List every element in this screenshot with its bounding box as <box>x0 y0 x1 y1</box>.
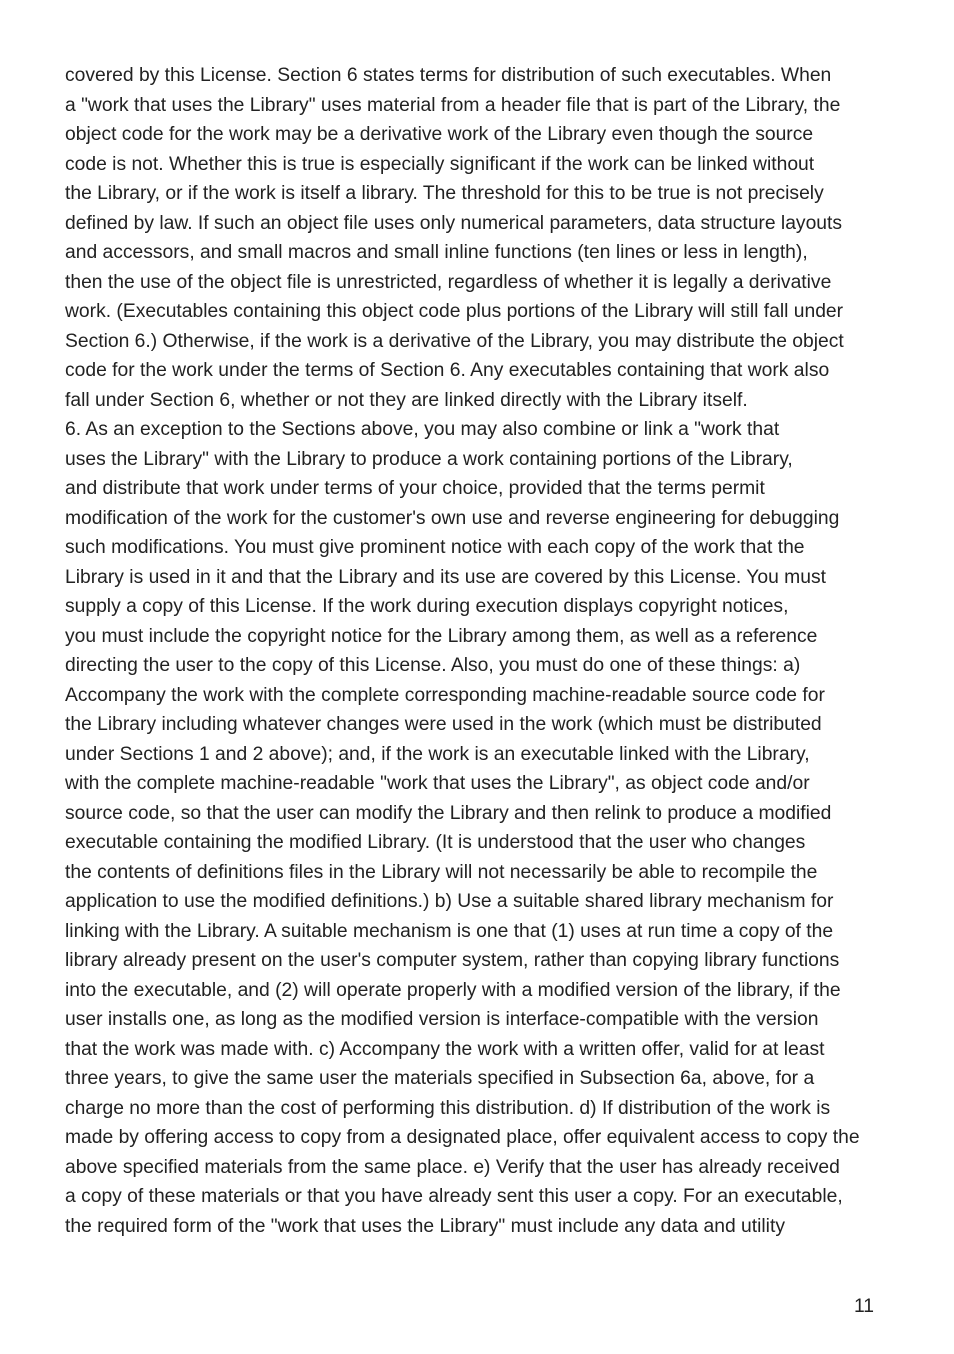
text-line: supply a copy of this License. If the work during execution displays copyright notices, <box>65 596 789 617</box>
text-line: three years, to give the same user the materials specified in Subsection 6a, above, for a <box>65 1068 815 1089</box>
text-line: fall under Section 6, whether or not they are linked directly with the Library itself. <box>65 389 748 411</box>
text-line: and distribute that work under terms of your choice, provided that the terms permit <box>65 478 765 499</box>
text-line: library already present on the user's computer system, rather than copying library functions <box>65 950 840 971</box>
text-line: modification of the work for the customer's own use and reverse engineering for debugging <box>65 507 840 529</box>
text-line: user installs one, as long as the modified version is interface-compatible with the version <box>65 1009 819 1030</box>
text-line: application to use the modified definitions.) b) Use a suitable shared library mechanism for <box>65 891 834 912</box>
text-line: object code for the work may be a derivative work of the Library even though the source <box>65 124 814 145</box>
text-line: directing the user to the copy of this License. Also, you must do one of these things: a) <box>65 655 801 676</box>
text-line: work. (Executables containing this object code plus portions of the Library will still fall under <box>65 301 844 322</box>
text-line: executable containing the modified Library. (It is understood that the user who changes <box>65 832 806 853</box>
text-line: the Library, or if the work is itself a library. The threshold for this to be true is not precisely <box>65 183 824 204</box>
text-line: the contents of definitions files in the Library will not necessarily be able to recompile the <box>65 861 818 883</box>
text-line: 6. As an exception to the Sections above, you may also combine or link a "work that <box>65 419 780 440</box>
text-line: Library is used in it and that the Library and its use are covered by this License. You must <box>65 566 826 588</box>
text-line: into the executable, and (2) will operate properly with a modified version of the library, if the <box>65 979 841 1001</box>
text-line: covered by this License. Section 6 states terms for distribution of such executables. When <box>65 65 832 86</box>
text-line: uses the Library" with the Library to produce a work containing portions of the Library, <box>65 448 793 470</box>
text-line: then the use of the object file is unrestricted, regardless of whether it is legally a derivative <box>65 271 832 293</box>
text-line: above specified materials from the same place. e) Verify that the user has already received <box>65 1156 840 1178</box>
text-line: the required form of the "work that uses the Library" must include any data and utility <box>65 1215 785 1237</box>
text-line: that the work was made with. c) Accompany the work with a written offer, valid for at least <box>65 1038 825 1060</box>
text-line: you must include the copyright notice for the Library among them, as well as a reference <box>65 625 818 647</box>
text-line: code for the work under the terms of Section 6. Any executables containing that work also <box>65 360 830 381</box>
text-line: a "work that uses the Library" uses material from a header file that is part of the Library, the <box>65 94 841 116</box>
text-line: code is not. Whether this is true is especially significant if the work can be linked without <box>65 153 815 175</box>
text-line: charge no more than the cost of performing this distribution. d) If distribution of the work is <box>65 1097 831 1119</box>
text-line: made by offering access to copy from a designated place, offer equivalent access to copy the <box>65 1127 860 1148</box>
text-line: Section 6.) Otherwise, if the work is a derivative of the Library, you may distribute the object <box>65 330 844 352</box>
text-line: linking with the Library. A suitable mechanism is one that (1) uses at run time a copy of the <box>65 920 834 942</box>
page-number: 11 <box>853 1296 874 1317</box>
text-line: such modifications. You must give prominent notice with each copy of the work that the <box>65 537 805 558</box>
text-line: a copy of these materials or that you have already sent this user a copy. For an executable, <box>65 1186 843 1207</box>
text-line: and accessors, and small macros and small inline functions (ten lines or less in length), <box>65 242 808 263</box>
text-line: under Sections 1 and 2 above); and, if the work is an executable linked with the Library, <box>65 743 810 765</box>
text-line: Accompany the work with the complete corresponding machine-readable source code for <box>65 684 825 706</box>
text-line: defined by law. If such an object file uses only numerical parameters, data structure layouts <box>65 212 843 234</box>
text-line: source code, so that the user can modify the Library and then relink to produce a modified <box>65 802 832 824</box>
body-text <box>65 61 891 1241</box>
text-line: with the complete machine-readable "work that uses the Library", as object code and/or <box>65 773 810 794</box>
text-line: the Library including whatever changes were used in the work (which must be distributed <box>65 714 822 735</box>
